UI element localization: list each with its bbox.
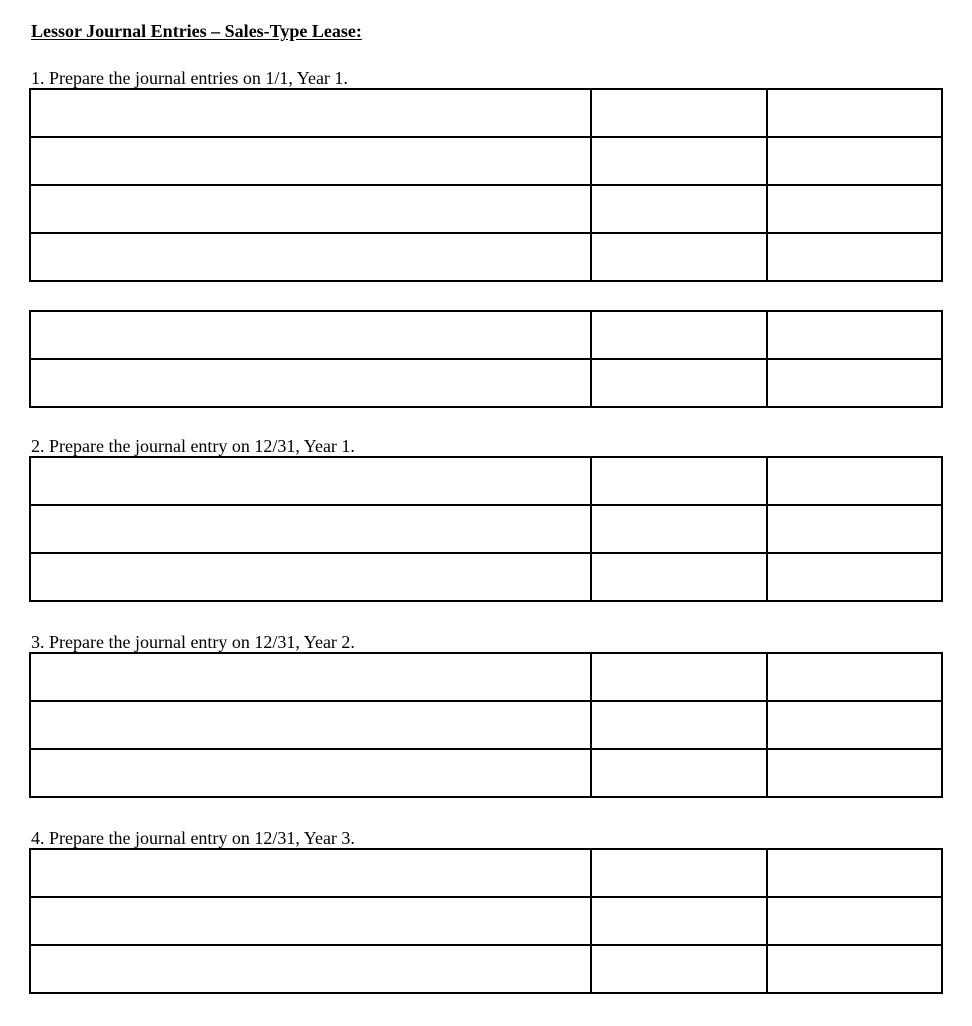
account-cell [30, 849, 591, 897]
journal-table-1b [29, 310, 943, 408]
account-input[interactable] [31, 554, 590, 600]
account-cell [30, 89, 591, 137]
credit-cell [767, 849, 942, 897]
debit-cell [591, 311, 767, 359]
debit-cell [591, 897, 767, 945]
credit-input[interactable] [768, 850, 941, 896]
debit-cell [591, 653, 767, 701]
credit-cell [767, 505, 942, 553]
credit-cell [767, 701, 942, 749]
section-3-prompt: 3. Prepare the journal entry on 12/31, Year 2. [31, 632, 355, 652]
credit-cell [767, 311, 942, 359]
debit-input[interactable] [592, 750, 766, 796]
debit-input[interactable] [592, 312, 766, 358]
journal-row [30, 749, 942, 797]
credit-cell [767, 653, 942, 701]
credit-input[interactable] [768, 312, 941, 358]
debit-cell [591, 137, 767, 185]
debit-input[interactable] [592, 90, 766, 136]
account-input[interactable] [31, 654, 590, 700]
account-input[interactable] [31, 234, 590, 280]
section-4-prompt: 4. Prepare the journal entry on 12/31, Year 3. [31, 828, 355, 848]
credit-cell [767, 89, 942, 137]
credit-cell [767, 897, 942, 945]
debit-input[interactable] [592, 898, 766, 944]
account-cell [30, 137, 591, 185]
debit-cell [591, 359, 767, 407]
account-input[interactable] [31, 702, 590, 748]
journal-row [30, 311, 942, 359]
credit-input[interactable] [768, 702, 941, 748]
debit-input[interactable] [592, 850, 766, 896]
account-cell [30, 457, 591, 505]
debit-input[interactable] [592, 186, 766, 232]
debit-input[interactable] [592, 506, 766, 552]
account-input[interactable] [31, 186, 590, 232]
debit-input[interactable] [592, 946, 766, 992]
journal-table-2 [29, 456, 943, 602]
credit-input[interactable] [768, 90, 941, 136]
journal-row [30, 89, 942, 137]
account-input[interactable] [31, 458, 590, 504]
account-input[interactable] [31, 946, 590, 992]
credit-input[interactable] [768, 946, 941, 992]
debit-input[interactable] [592, 654, 766, 700]
credit-cell [767, 457, 942, 505]
credit-input[interactable] [768, 138, 941, 184]
debit-input[interactable] [592, 458, 766, 504]
debit-cell [591, 849, 767, 897]
debit-cell [591, 457, 767, 505]
journal-table-3 [29, 652, 943, 798]
journal-row [30, 553, 942, 601]
account-input[interactable] [31, 506, 590, 552]
debit-input[interactable] [592, 360, 766, 406]
account-cell [30, 945, 591, 993]
account-input[interactable] [31, 850, 590, 896]
account-cell [30, 553, 591, 601]
journal-row [30, 457, 942, 505]
debit-cell [591, 233, 767, 281]
journal-row [30, 185, 942, 233]
credit-input[interactable] [768, 234, 941, 280]
credit-input[interactable] [768, 750, 941, 796]
journal-row [30, 359, 942, 407]
account-cell [30, 359, 591, 407]
credit-cell [767, 749, 942, 797]
journal-row [30, 653, 942, 701]
journal-row [30, 505, 942, 553]
account-cell [30, 897, 591, 945]
credit-input[interactable] [768, 506, 941, 552]
journal-table-1a [29, 88, 943, 282]
credit-cell [767, 945, 942, 993]
debit-cell [591, 701, 767, 749]
debit-cell [591, 553, 767, 601]
journal-table-4 [29, 848, 943, 994]
debit-cell [591, 185, 767, 233]
section-1-prompt: 1. Prepare the journal entries on 1/1, Year 1. [31, 68, 348, 88]
account-cell [30, 505, 591, 553]
credit-input[interactable] [768, 186, 941, 232]
debit-cell [591, 945, 767, 993]
account-input[interactable] [31, 138, 590, 184]
debit-input[interactable] [592, 138, 766, 184]
journal-row [30, 233, 942, 281]
account-cell [30, 749, 591, 797]
credit-cell [767, 137, 942, 185]
credit-cell [767, 233, 942, 281]
account-input[interactable] [31, 750, 590, 796]
credit-cell [767, 553, 942, 601]
credit-cell [767, 185, 942, 233]
credit-input[interactable] [768, 898, 941, 944]
credit-input[interactable] [768, 554, 941, 600]
journal-row [30, 897, 942, 945]
account-cell [30, 701, 591, 749]
journal-row [30, 701, 942, 749]
account-cell [30, 233, 591, 281]
debit-input[interactable] [592, 702, 766, 748]
account-cell [30, 185, 591, 233]
account-cell [30, 653, 591, 701]
debit-input[interactable] [592, 234, 766, 280]
page-title: Lessor Journal Entries – Sales-Type Lease: [31, 21, 362, 41]
journal-row [30, 137, 942, 185]
account-input[interactable] [31, 898, 590, 944]
debit-cell [591, 749, 767, 797]
credit-cell [767, 359, 942, 407]
journal-row [30, 849, 942, 897]
debit-input[interactable] [592, 554, 766, 600]
journal-row [30, 945, 942, 993]
credit-input[interactable] [768, 654, 941, 700]
debit-cell [591, 505, 767, 553]
credit-input[interactable] [768, 458, 941, 504]
section-2-prompt: 2. Prepare the journal entry on 12/31, Year 1. [31, 436, 355, 456]
account-input[interactable] [31, 360, 590, 406]
account-cell [30, 311, 591, 359]
credit-input[interactable] [768, 360, 941, 406]
debit-cell [591, 89, 767, 137]
account-input[interactable] [31, 312, 590, 358]
account-input[interactable] [31, 90, 590, 136]
